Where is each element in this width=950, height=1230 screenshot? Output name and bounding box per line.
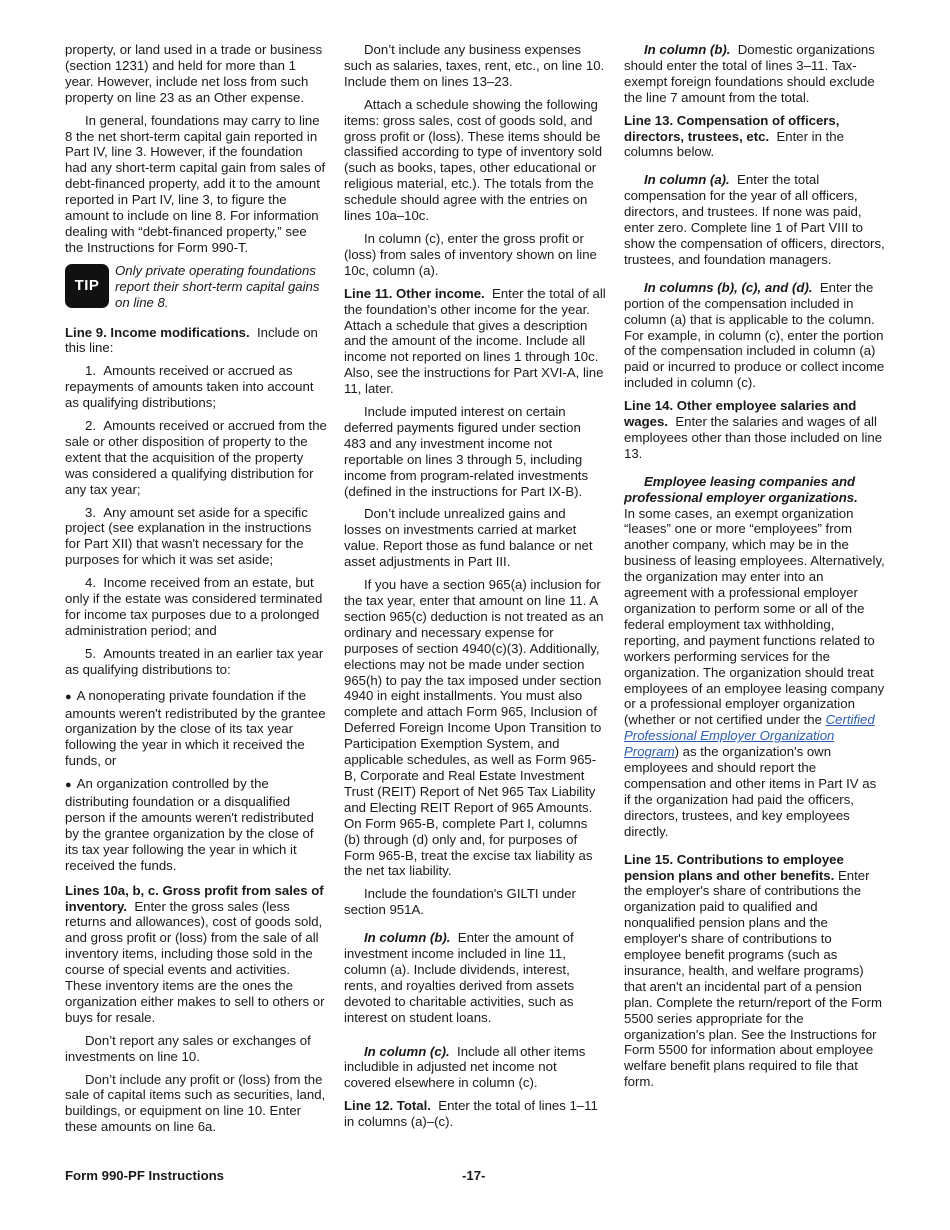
bullet-item <box>65 688 327 770</box>
tip-box <box>65 263 327 311</box>
leasing-text: In some cases, an exempt organization “leases” one or more “employees” from another company, which may be in the business of leasing employees. Alternatively, the organization may enter into an agreement with a professional employer organization to perform some or all of the federal employment tax withholding, reporting, and payment functions related to workers performing services for the organization. The organization should treat employees of an employee leasing company or a professional employer organization (whether or not certified under the <box>624 505 885 728</box>
columns-bcd-heading: In columns (b), (c), and (d). <box>644 279 813 295</box>
line10-heading: Lines 10a, b, c. Gross profit from sales of inventory. <box>65 882 324 914</box>
line11-text: Enter the total of all the foundation's other income for the year. Attach a schedule that gives a description and the amount of the income. Include all income not reported on lines 1 through 10c. Also, see the instructions for Part XVI-A, line 11, later. <box>344 285 606 397</box>
paragraph: In general, foundations may carry to line 8 the net short-term capital gain reported in Part IV, line 3. However, if the foundation had any short-term capital gain from sales of debt-financed property, add it to the amount reported in Part IV, line 3, to figure the amount to include on line 8. For information dealing with “debt-financed property,” see the Instructions for Form 990-T. <box>65 112 326 255</box>
leasing-section <box>624 474 886 840</box>
bullet-dot-icon: ● <box>65 690 72 703</box>
column-c-text: Include all other items includible in adjusted net income not covered elsewhere in column (c). <box>344 1043 586 1091</box>
paragraph: property, or land used in a trade or business (section 1231) and held for more than 1 year. However, include net loss from such property on line 23 as an Other expense. <box>65 42 323 105</box>
bullet-dot-icon: ● <box>65 779 72 792</box>
column-middle <box>344 42 606 1137</box>
line14-text: Enter the salaries and wages of all employees other than those included on line 13. <box>624 414 883 461</box>
paragraph: Attach a schedule showing the following items: gross sales, cost of goods sold, and gross profit or (loss). These items should be classified according to type of inventory sold (such as books, tapes, other educational or religious material, etc.). The totals from the schedule should agree with the entries on lines 10a–10c. <box>344 96 603 224</box>
column-b-heading: In column (b). <box>364 930 451 946</box>
line14-section <box>624 398 886 462</box>
line11-section <box>344 286 606 397</box>
line9-text: Include on this line: <box>65 324 318 356</box>
line13-heading: Line 13. Compensation of officers, directors, trustees, etc. <box>624 112 840 144</box>
column-a-text: Enter the total compensation for the year of all officers, directors, and trustees. If none was paid, enter zero. Complete line 1 of Part VIII to show the compensation of officers, directors, trustees, and foundation managers. <box>624 172 885 267</box>
line12-text: Enter the total of lines 1–11 in columns (a)–(c). <box>344 1098 598 1130</box>
line15-text: Enter the employer's share of contributions the organization paid to qualified and nonqualified pension plans and the employer's share of contributions to employee benefit programs (such as insurance, health, and welfare programs) that aren't an incidental part of a pension plan. Complete the return/report of the Form 5500 series appropriate for the organization's plan. See the Instructions for Form 5500 for information about employee welfare benefit plans required to file that form. <box>624 867 883 1090</box>
column-b-section <box>624 42 886 106</box>
line14-heading: Line 14. Other employee salaries and wages. <box>624 398 857 430</box>
column-b-text: Enter the amount of investment income included in line 11, column (a). Include dividends, interest, rents, and royalties derived from assets devoted to charitable activities, such as interest on student loans. <box>344 930 575 1025</box>
paragraph: Don’t report any sales or exchanges of investments on line 10. <box>65 1032 311 1064</box>
leasing-text-cont: ) as the organization's own employees and should report the compensation and other items in Part IV as if the organization had paid the officers, directors, trustees, and key employees directly. <box>624 744 877 839</box>
paragraph: Include imputed interest on certain deferred payments figured under section 483 and any investment income not reportable on lines 3 through 5, including income from program-related investments (defined in the instructions for Part IX-B). <box>344 404 589 499</box>
line9-heading: Line 9. Income modifications. <box>65 324 250 340</box>
column-b-heading: In column (b). <box>644 42 731 57</box>
line11-heading: Line 11. Other income. <box>344 285 485 301</box>
paragraph: Don’t include any business expenses such as salaries, taxes, rent, etc., on line 10. Include them on lines 13–23. <box>344 42 605 89</box>
list-item: 4. Income received from an estate, but only if the estate was considered terminated for income tax purposes due to a prolonged administration period; and <box>65 575 323 638</box>
tip-text: Only private operating foundations report their short-term capital gains on line 8. <box>115 262 320 310</box>
list-item: 1. Amounts received or accrued as repayments of amounts taken into account as qualifying distributions; <box>65 363 314 411</box>
line12-heading: Line 12. Total. <box>344 1098 431 1114</box>
paragraph: If you have a section 965(a) inclusion for the tax year, enter that amount on line 11. A section 965(c) deduction is not treated as an ordinary and necessary expense for purposes of section 4940(c)(3). Additionally, elections may not be made under section 965(h) to pay the tax imposed under section 4940 in eight installments. You must also complete and attach Form 965, Inclusion of Deferred Foreign Income Upon Transition to Participation Exemption System, and applicable schedules, as well as Form 965-B, Corporate and Real Estate Investment Trust (REIT) Report of Net 965 Tax Liability and Electing REIT Report of 965 Amounts. On Form 965-B, complete Part I, columns (b) through (d) only and, for purposes of Form 965-B, treat the excise tax liability as the net tax liability. <box>344 577 604 879</box>
form-title: Form 990-PF Instructions <box>65 1168 225 1183</box>
page-number: -17- <box>462 1168 486 1183</box>
paragraph: In column (c), enter the gross profit or (loss) from sales of inventory shown on line 10c, column (a). <box>344 230 597 278</box>
paragraph: Include the foundation's GILTI under section 951A. <box>344 886 576 918</box>
paragraph: Don’t include unrealized gains and losses on investments carried at market value. Report those as fund balance or net asset adjustments in Part III. <box>344 506 593 570</box>
line9-section <box>65 325 327 357</box>
column-left <box>65 42 327 1142</box>
bullet-text: An organization controlled by the distributing foundation or a disqualified person if the amounts weren't redistributed by the grantee organization by the close of its tax year following the year in which it received the funds. <box>65 776 314 873</box>
line10-text: Enter the gross sales (less returns and allowances), cost of goods sold, and gross profit or (loss) from the sale of all inventory items, including those sold in the course of special events and activities. These inventory items are the ones the organization either makes to sell to others or buys for resale. <box>65 898 325 1025</box>
list-item: 3. Any amount set aside for a specific project (see explanation in the instructions for Part XII) that wasn't necessary for the purposes for which it was set aside; <box>65 504 312 568</box>
column-c-heading: In column (c). <box>364 1043 450 1059</box>
columns-bcd-section <box>624 280 886 391</box>
bullet-item <box>65 776 327 873</box>
column-right <box>624 42 886 1097</box>
column-a-section <box>624 172 886 267</box>
leasing-heading: Employee leasing companies and professional employer organizations. <box>624 473 858 505</box>
list-item: 2. Amounts received or accrued from the sale or other disposition of property to the extent that the acquisition of the property was considered a qualifying distribution for any tax year; <box>65 418 327 497</box>
bullet-text: A nonoperating private foundation if the amounts weren't redistributed by the grantee organization by the close of its tax year following the year in which it received the funds, or <box>65 687 326 769</box>
paragraph: Don’t include any profit or (loss) from the sale of capital items such as securities, land, buildings, or equipment on line 10. Enter these amounts on line 6a. <box>65 1071 326 1135</box>
column-b-text: Domestic organizations should enter the total of lines 3–11. Tax-exempt foreign foundations should exclude the line 7 amount from the total. <box>624 42 875 105</box>
tip-icon: TIP <box>65 264 109 308</box>
line13-text: Enter in the columns below. <box>624 128 844 160</box>
line15-heading: Line 15. Contributions to employee pension plans and other benefits. <box>624 851 844 883</box>
line12-section <box>344 1098 606 1130</box>
column-c-section <box>344 1044 606 1092</box>
line13-section <box>624 113 886 161</box>
list-item: 5. Amounts treated in an earlier tax year as qualifying distributions to: <box>65 645 324 677</box>
columns-bcd-text: Enter the portion of the compensation included in column (a) that is applicable to the column. For example, in column (c), enter the portion of the compensation included in column (a) paid or incurred to produce or collect income included in column (c). <box>624 279 885 391</box>
cpeo-program-link[interactable]: Certified Professional Employer Organization Program <box>624 712 875 760</box>
line10-section <box>65 883 327 1026</box>
column-b-section <box>344 930 606 1025</box>
column-a-heading: In column (a). <box>644 172 730 188</box>
line15-section <box>624 852 886 1091</box>
